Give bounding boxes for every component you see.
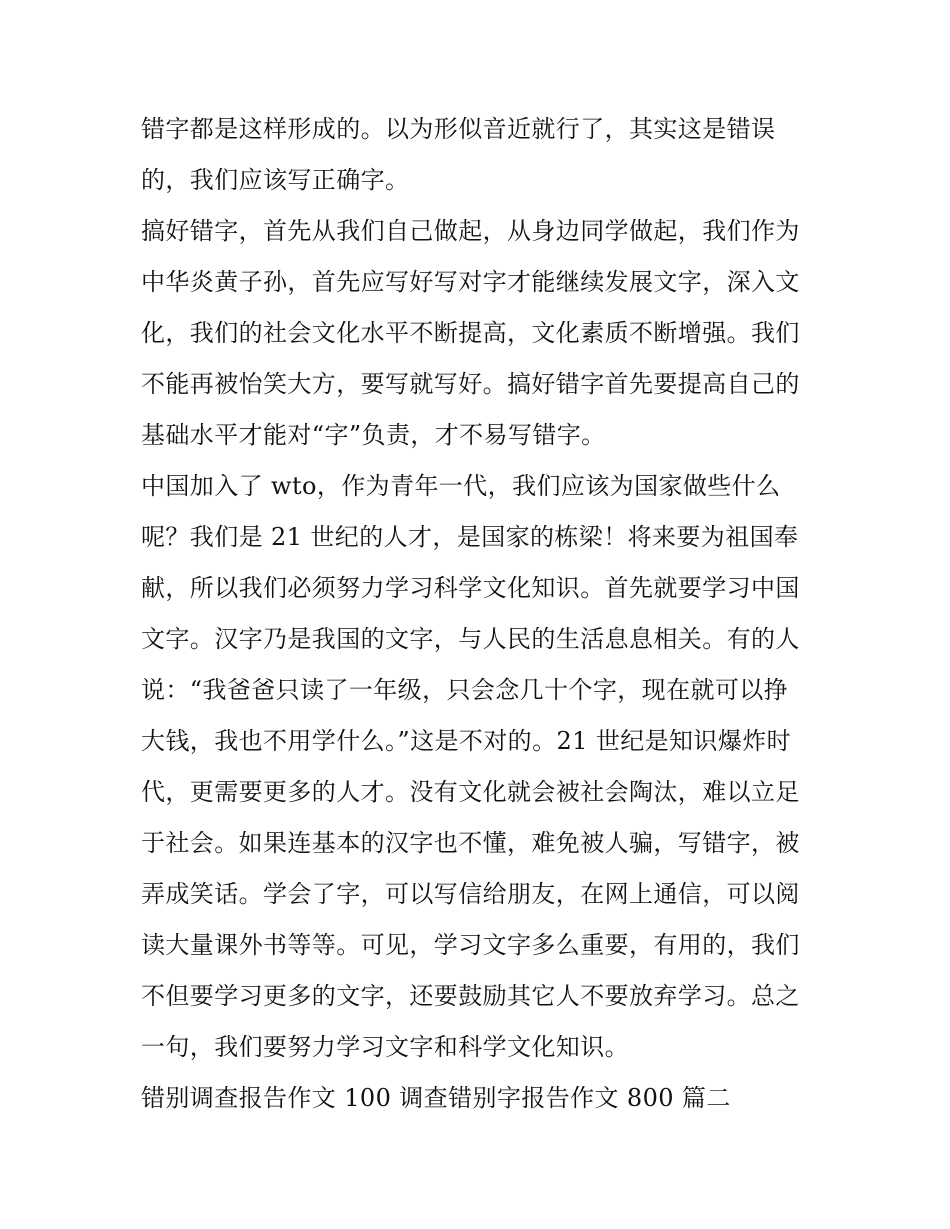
text-line: 读大量课外书等等。可见，学习文字多么重要，有用的，我们	[141, 931, 800, 959]
text-line: 不但要学习更多的文字，还要鼓励其它人不要放弃学习。总之	[141, 982, 800, 1010]
text-line: 搞好错字，首先从我们自己做起，从身边同学做起，我们作为	[141, 217, 800, 245]
text-line: 中国加入了 wto，作为青年一代，我们应该为国家做些什么	[141, 472, 781, 500]
text-line: 献，所以我们必须努力学习科学文化知识。首先就要学习中国	[141, 574, 800, 602]
text-line: 说：“我爸爸只读了一年级，只会念几十个字，现在就可以挣	[141, 676, 789, 704]
text-line: 错字都是这样形成的。以为形似音近就行了，其实这是错误	[141, 115, 776, 143]
text-line: 一句，我们要努力学习文字和科学文化知识。	[141, 1033, 629, 1061]
text-line: 中华炎黄子孙，首先应写好写对字才能继续发展文字，深入文	[141, 268, 800, 296]
document-body	[141, 104, 821, 1124]
text-line: 的，我们应该写正确字。	[141, 166, 410, 194]
text-line: 化，我们的社会文化水平不断提高，文化素质不断增强。我们	[141, 319, 800, 347]
text-line: 大钱，我也不用学什么。”这是不对的。21 世纪是知识爆炸时	[141, 727, 792, 755]
text-line: 于社会。如果连基本的汉字也不懂，难免被人骗，写错字，被	[141, 829, 800, 857]
text-line: 弄成笑话。学会了字，可以写信给朋友，在网上通信，可以阅	[141, 880, 800, 908]
text-line: 基础水平才能对“字”负责，才不易写错字。	[141, 421, 606, 449]
section-heading: 错别调查报告作文 100 调查错别字报告作文 800 篇二	[141, 1084, 731, 1112]
text-line: 代，更需要更多的人才。没有文化就会被社会陶汰，难以立足	[141, 778, 800, 806]
text-line: 文字。汉字乃是我国的文字，与人民的生活息息相关。有的人	[141, 625, 800, 653]
text-line: 呢？我们是 21 世纪的人才，是国家的栋梁！将来要为祖国奉	[141, 523, 799, 551]
text-line: 不能再被怡笑大方，要写就写好。搞好错字首先要提高自己的	[141, 370, 800, 398]
